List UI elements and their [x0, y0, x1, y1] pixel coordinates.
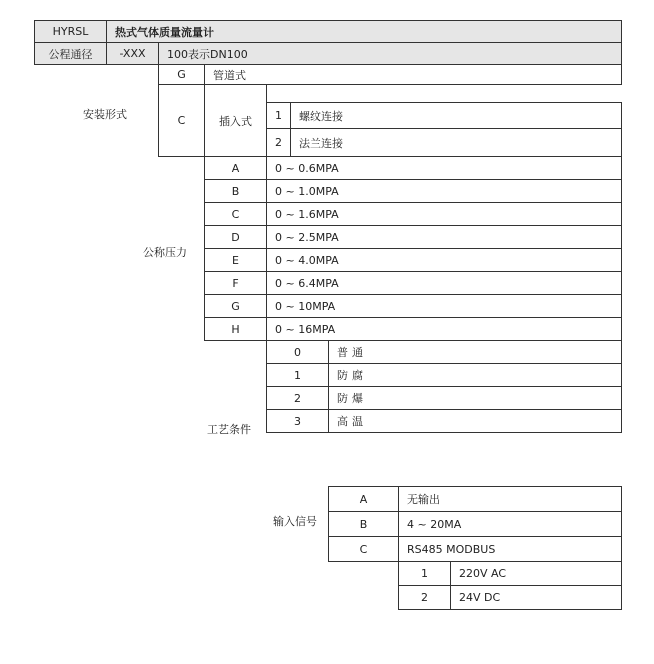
- pressure-item-desc: 0 ~ 0.6MPA: [275, 161, 339, 175]
- output-item-code: A: [359, 492, 368, 506]
- install-pipe-desc-cell: [204, 64, 622, 85]
- pressure-item-code: G: [231, 299, 240, 313]
- process-item-desc-cell: [328, 340, 622, 364]
- install-pipe-desc: 管道式: [213, 68, 246, 82]
- power-item-code: 2: [421, 591, 428, 604]
- model-code: HYRSL: [52, 25, 89, 38]
- pressure-item-code: E: [232, 253, 239, 267]
- pressure-item-desc-cell: [266, 225, 622, 249]
- process-item-code: 2: [294, 391, 301, 405]
- thread-code-cell: [266, 102, 291, 129]
- process-item-code: 0: [294, 345, 301, 359]
- flange-desc-cell: [290, 128, 622, 157]
- process-item-desc-cell: [328, 363, 622, 387]
- process-item-desc: 普通: [337, 346, 367, 359]
- pressure-item-desc-cell: [266, 271, 622, 295]
- process-label: 工艺条件: [207, 423, 251, 436]
- output-item-code-cell: [328, 511, 399, 537]
- pressure-item-code-cell: [204, 271, 267, 295]
- pressure-item-desc-cell: [266, 156, 622, 180]
- install-pipe-code: G: [177, 68, 186, 81]
- power-item-code-cell: [398, 561, 451, 586]
- output-item-desc: RS485 MODBUS: [407, 542, 496, 556]
- pressure-item-code-cell: [204, 317, 267, 341]
- pressure-item-desc: 0 ~ 6.4MPA: [275, 276, 339, 290]
- install-insert-code-cell: [158, 84, 205, 157]
- pressure-item-code: H: [231, 322, 240, 336]
- pressure-item-code-cell: [204, 248, 267, 272]
- pressure-item-code: D: [231, 230, 240, 244]
- diameter-label: 公程通径: [48, 47, 93, 61]
- pressure-item-code-cell: [204, 202, 267, 226]
- output-item-code-cell: [328, 486, 399, 512]
- pressure-item-desc: 0 ~ 2.5MPA: [275, 230, 339, 244]
- output-item-desc: 4 ~ 20MA: [407, 517, 462, 531]
- pressure-item-desc: 0 ~ 4.0MPA: [275, 253, 339, 267]
- output-item-desc: 无输出: [407, 493, 440, 506]
- install-pipe-code-cell: [158, 64, 205, 85]
- diameter-desc-cell: [158, 42, 622, 65]
- thread-code: 1: [275, 109, 282, 122]
- process-item-code-cell: [266, 409, 329, 433]
- power-item-desc-cell: [450, 585, 622, 610]
- pressure-item-code-cell: [204, 225, 267, 249]
- pressure-item-desc: 0 ~ 1.0MPA: [275, 184, 339, 198]
- pressure-item-desc-cell: [266, 317, 622, 341]
- process-item-code-cell: [266, 363, 329, 387]
- process-item-code: 3: [294, 414, 301, 428]
- pressure-item-desc: 0 ~ 16MPA: [275, 322, 336, 336]
- power-item-desc-cell: [450, 561, 622, 586]
- pressure-item-code: B: [231, 184, 240, 198]
- diameter-code-cell: [106, 42, 159, 65]
- flange-code: 2: [275, 136, 282, 149]
- pressure-item-desc: 0 ~ 1.6MPA: [275, 207, 339, 221]
- pressure-item-desc-cell: [266, 294, 622, 318]
- output-item-desc-cell: [398, 511, 622, 537]
- process-item-desc: 防腐: [337, 369, 367, 382]
- pressure-label: 公称压力: [143, 246, 187, 259]
- diameter-label-cell: [34, 42, 107, 65]
- product-title: 热式气体质量流量计: [115, 25, 214, 39]
- pressure-item-code: A: [231, 161, 240, 175]
- thread-desc-cell: [290, 102, 622, 129]
- process-item-code: 1: [294, 368, 301, 382]
- pressure-item-code-cell: [204, 156, 267, 180]
- flange-code-cell: [266, 128, 291, 157]
- model-cell: [34, 20, 107, 43]
- pressure-item-desc: 0 ~ 10MPA: [275, 299, 336, 313]
- install-insert-desc: 插入式: [219, 114, 252, 128]
- pressure-item-code-cell: [204, 294, 267, 318]
- process-item-code-cell: [266, 386, 329, 410]
- install-insert-code: C: [177, 114, 186, 127]
- pressure-item-desc-cell: [266, 248, 622, 272]
- output-item-desc-cell: [398, 486, 622, 512]
- process-item-desc: 高温: [337, 415, 367, 428]
- output-item-desc-cell: [398, 536, 622, 562]
- output-item-code: B: [359, 517, 368, 531]
- pressure-item-desc-cell: [266, 179, 622, 203]
- install-label: 安装形式: [83, 108, 127, 121]
- output-item-code-cell: [328, 536, 399, 562]
- pressure-item-code: C: [231, 207, 240, 221]
- power-item-code-cell: [398, 585, 451, 610]
- install-insert-desc-cell: [204, 84, 267, 157]
- process-item-desc-cell: [328, 386, 622, 410]
- flange-desc: 法兰连接: [299, 136, 343, 150]
- pressure-item-desc-cell: [266, 202, 622, 226]
- thread-desc: 螺纹连接: [299, 109, 343, 123]
- process-item-desc-cell: [328, 409, 622, 433]
- power-item-code: 1: [421, 567, 428, 580]
- process-item-code-cell: [266, 340, 329, 364]
- power-item-desc: 24V DC: [459, 591, 501, 604]
- process-item-desc: 防爆: [337, 392, 367, 405]
- diameter-desc: 100表示DN100: [167, 47, 248, 61]
- output-item-code: C: [359, 542, 368, 556]
- pressure-item-code-cell: [204, 179, 267, 203]
- title-cell: [106, 20, 622, 43]
- output-label: 输入信号: [273, 515, 317, 528]
- diameter-code: -XXX: [119, 47, 146, 60]
- power-item-desc: 220V AC: [459, 567, 507, 580]
- pressure-item-code: F: [232, 276, 239, 290]
